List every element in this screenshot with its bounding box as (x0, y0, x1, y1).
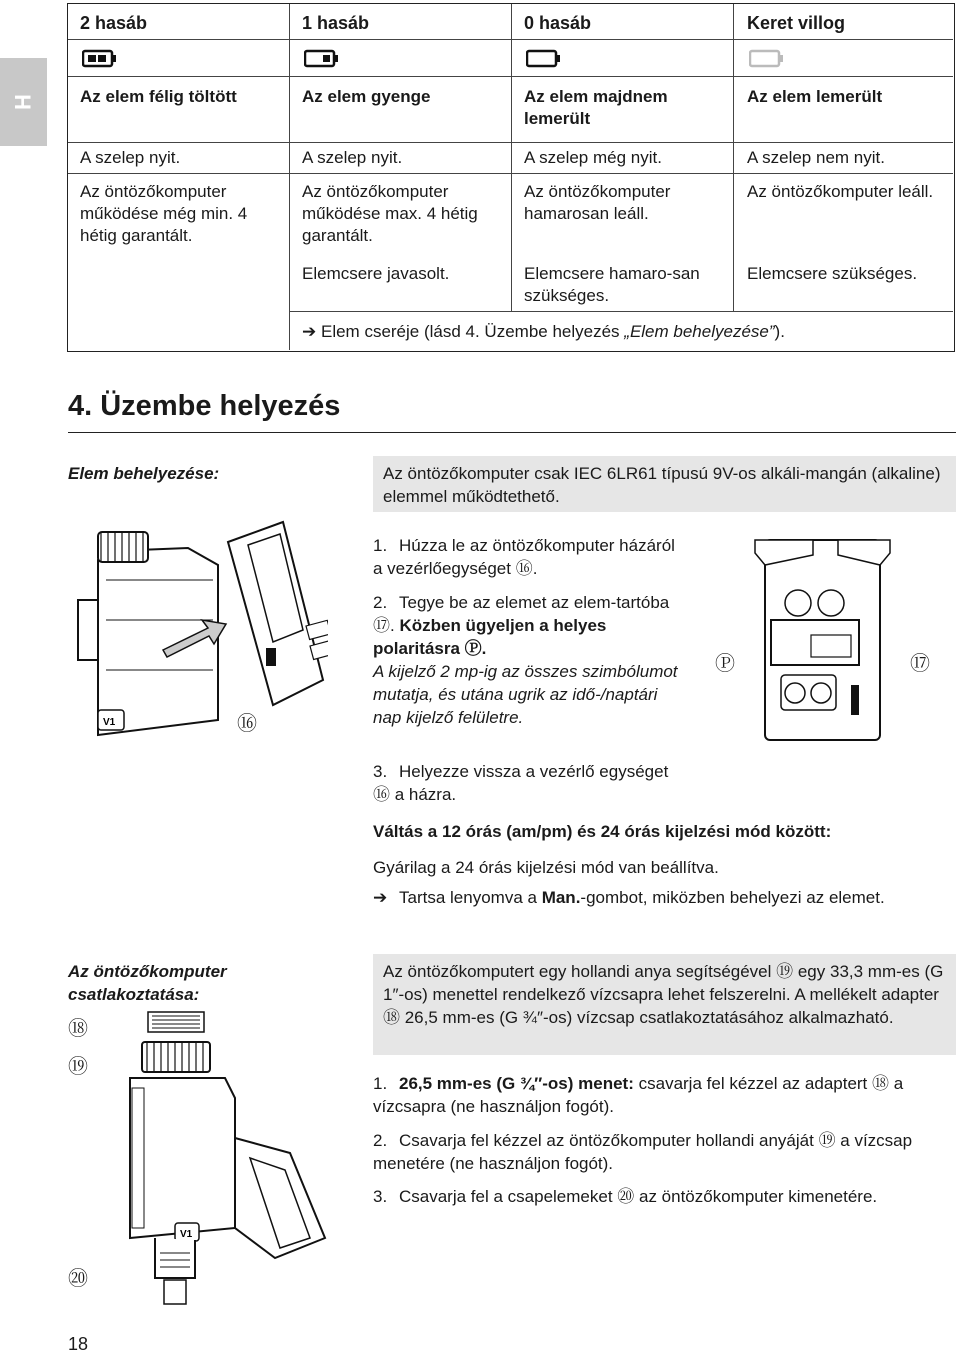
valve-status-1: A szelep nyit. (80, 148, 181, 167)
callout-16: ⑯ (237, 713, 257, 735)
mode-switch-heading: Váltás a 12 órás (am/pm) és 24 órás kijelzési mód között: (373, 822, 832, 841)
replacement-4: Elemcsere szükséges. (747, 264, 918, 283)
callout-18: ⑱ (68, 1018, 88, 1040)
connection-step-3: 3. Csavarja fel a csapelemeket ⑳ az öntözőkomputer kimenetére. (373, 1187, 878, 1206)
operation-1: Az öntözőkomputer működése még min. 4 hétig garantált. (80, 182, 248, 245)
replacement-2: Elemcsere javasolt. (302, 264, 450, 283)
page-number: 18 (68, 1334, 89, 1354)
battery-two-bars-icon (82, 49, 118, 69)
valve-status-3: A szelep még nyit. (524, 148, 662, 167)
housing-label: V1 (103, 717, 116, 728)
device-battery-illustration (68, 520, 328, 760)
connection-info-box: Az öntözőkomputert egy hollandi anya segítségével ⑲ egy 33,3 mm-es (G 1″-os) menettel rendelkező vízcsapra lehet felszerelni. A mellékelt adapter ⑱ 26,5 mm-es (G ¾″-os) vízcsap csatlakoztatásához alkalmazható. (373, 954, 956, 1055)
header-1-bar: 1 hasáb (302, 13, 370, 33)
arrow-right-icon: ➔ (373, 888, 388, 907)
connection-heading: Az öntözőkomputer csatlakoztatása: (68, 962, 227, 1004)
header-2-bars: 2 hasáb (80, 13, 148, 33)
status-half-charged: Az elem félig töltött (80, 87, 237, 106)
battery-step-2: 2. Tegye be az elemet az elem-tartóba ⑰. Közben ügyeljen a helyes polaritásra Ⓟ. A kijelző 2 mp-ig az összes szimbólumot mutatja, és utána ugrik az idő-/naptári nap kijelző felületre. (373, 593, 678, 727)
device-connection-illustration (100, 1008, 340, 1308)
connection-housing-label: V1 (180, 1229, 193, 1240)
header-0-bars: 0 hasáb (524, 13, 592, 33)
status-almost-empty: Az elem majdnem lemerült (524, 87, 668, 128)
operation-3: Az öntözőkomputer hamarosan leáll. (524, 182, 671, 223)
callout-17: ⑰ (910, 653, 930, 675)
battery-replacement-note: ➔ Elem cseréje (lásd 4. Üzembe helyezés „Elem behelyezése”). (302, 322, 785, 341)
battery-outline-blinking-icon (749, 49, 785, 69)
battery-compartment-illustration (743, 535, 898, 750)
callout-19: ⑲ (68, 1056, 88, 1078)
battery-insertion-heading: Elem behelyezése: (68, 464, 220, 483)
operation-4: Az öntözőkomputer leáll. (747, 182, 934, 201)
battery-step-3: 3. Helyezze vissza a vezérlő egységet ⑯ a házra. (373, 762, 669, 804)
status-empty: Az elem lemerült (747, 87, 883, 106)
valve-status-2: A szelep nyit. (302, 148, 403, 167)
battery-status-table (67, 3, 955, 352)
battery-empty-icon (526, 49, 562, 69)
replacement-3: Elemcsere hamaro-san szükséges. (524, 264, 700, 305)
status-weak: Az elem gyenge (302, 87, 431, 106)
connection-step-1: 1. 26,5 mm-es (G ¾″-os) menet: csavarja fel kézzel az adaptert ⑱ a vízcsapra (ne használjon fogót). (373, 1074, 904, 1116)
mode-instruction: ➔ Tartsa lenyomva a Man.-gombot, miközben behelyezi az elemet. (373, 888, 885, 907)
callout-P: Ⓟ (715, 653, 735, 675)
operation-2: Az öntözőkomputer működése max. 4 hétig garantált. (302, 182, 478, 245)
header-frame-blinks: Keret villog (747, 13, 846, 33)
arrow-right-icon: ➔ (302, 322, 317, 341)
language-tab-label: H (10, 94, 36, 110)
section-divider (68, 432, 956, 433)
mode-default-text: Gyárilag a 24 órás kijelzési mód van beállítva. (373, 858, 719, 877)
battery-step-1: 1. Húzza le az öntözőkomputer házáról a vezérlőegységet ⑯. (373, 536, 675, 578)
battery-one-bar-icon (304, 49, 340, 69)
section-title: 4. Üzembe helyezés (68, 390, 341, 422)
connection-step-2: 2. Csavarja fel kézzel az öntözőkomputer hollandi anyáját ⑲ a vízcsap menetére (ne használjon fogót). (373, 1131, 913, 1173)
callout-20: ⑳ (68, 1268, 88, 1290)
valve-status-4: A szelep nem nyit. (747, 148, 885, 167)
battery-info-box: Az öntözőkomputer csak IEC 6LR61 típusú 9V-os alkáli-mangán (alkaline) elemmel működtethető. (373, 456, 956, 512)
language-tab (0, 58, 47, 146)
